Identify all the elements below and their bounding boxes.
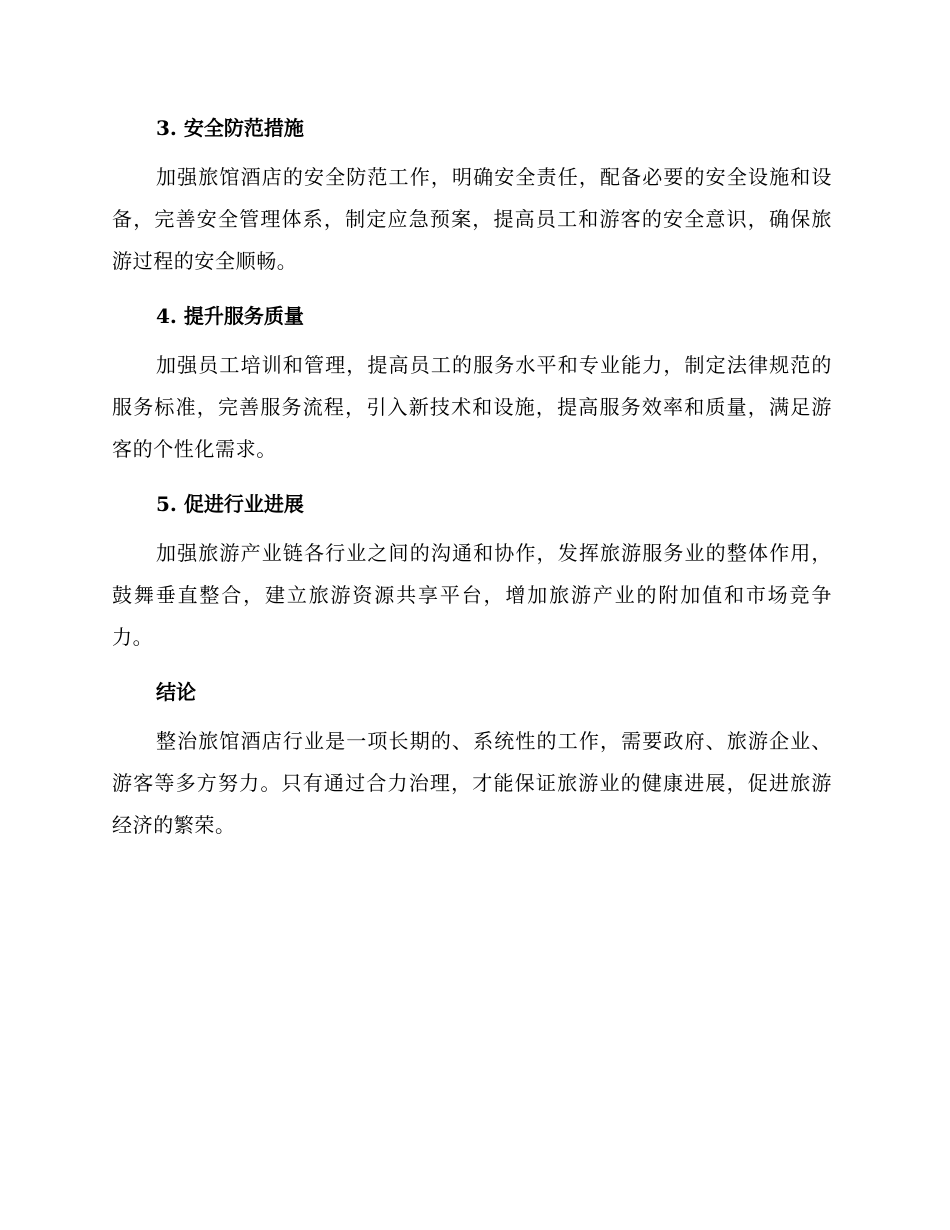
section-industry-progress [112,484,832,658]
document-page [112,108,832,860]
section-safety-measures [112,108,832,282]
section-heading: 4. 提升服务质量 [156,304,304,328]
section-heading: 5. 促进行业进展 [156,492,304,516]
section-service-quality [112,296,832,470]
section-paragraph: 加强旅馆酒店的安全防范工作，明确安全责任，配备必要的安全设施和设备，完善安全管理体系，制定应急预案，提高员工和游客的安全意识，确保旅游过程的安全顺畅。 [112,165,832,273]
section-heading: 结论 [156,680,196,704]
section-paragraph: 加强旅游产业链各行业之间的沟通和协作，发挥旅游服务业的整体作用，鼓舞垂直整合，建立旅游资源共享平台，增加旅游产业的附加值和市场竞争力。 [112,541,832,649]
section-heading: 3. 安全防范措施 [156,116,304,140]
section-conclusion [112,672,832,846]
section-paragraph: 加强员工培训和管理，提高员工的服务水平和专业能力，制定法律规范的服务标准，完善服务流程，引入新技术和设施，提高服务效率和质量，满足游客的个性化需求。 [112,353,832,461]
section-paragraph: 整治旅馆酒店行业是一项长期的、系统性的工作，需要政府、旅游企业、游客等多方努力。只有通过合力治理，才能保证旅游业的健康进展，促进旅游经济的繁荣。 [112,729,832,837]
